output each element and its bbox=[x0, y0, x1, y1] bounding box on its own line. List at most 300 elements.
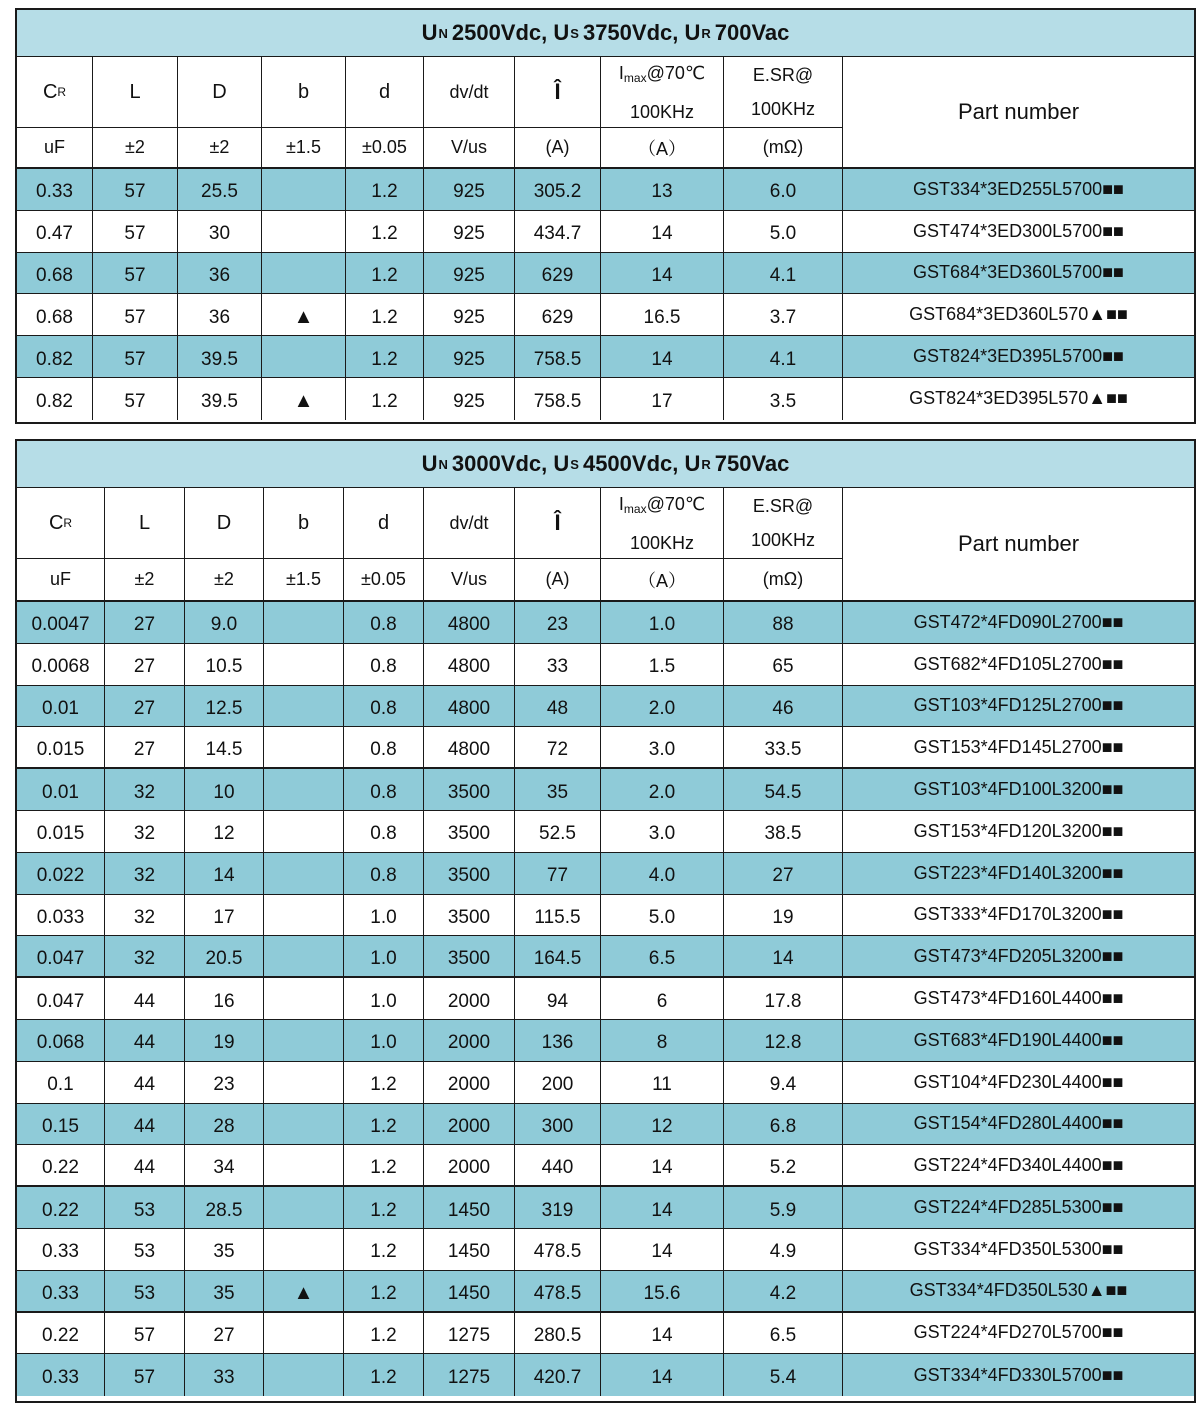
header-label: C R bbox=[17, 57, 92, 128]
cell-lead-diameter: 1.2 bbox=[346, 169, 424, 210]
header-label: D bbox=[178, 57, 261, 128]
cell-lead-diameter: 1.2 bbox=[346, 378, 424, 420]
cell-part-number: GST682*4FD105L2700■■ bbox=[913, 653, 1124, 674]
cell-part-number: GST224*4FD270L5700■■ bbox=[913, 1322, 1124, 1343]
header-unit: ±1.5 bbox=[286, 569, 321, 589]
cell-pitch bbox=[264, 1145, 344, 1185]
cell-capacitance: 0.33 bbox=[17, 169, 93, 210]
cell-esr: 6.0 bbox=[724, 169, 843, 210]
header-label: L bbox=[93, 57, 177, 128]
cell-esr: 12.8 bbox=[724, 1020, 843, 1061]
cell-esr: 65 bbox=[724, 644, 843, 685]
header-unit: V/us bbox=[450, 569, 488, 589]
cell-dv-dt: 4800 bbox=[424, 602, 515, 643]
table-row bbox=[17, 1187, 1194, 1229]
header-label: dv/dt bbox=[424, 488, 514, 559]
cell-max-current: 13 bbox=[601, 169, 724, 210]
cell-capacitance: 0.82 bbox=[17, 378, 93, 420]
cell-max-current: 15.6 bbox=[601, 1271, 724, 1311]
cell-pitch bbox=[262, 211, 346, 252]
header-col-part-number bbox=[843, 488, 1194, 600]
cell-length: 57 bbox=[93, 253, 178, 294]
cell-max-current: 14 bbox=[601, 1229, 724, 1270]
header-unit: (mΩ) bbox=[762, 137, 804, 157]
cell-capacitance: 0.015 bbox=[17, 811, 105, 852]
cell-part-number: GST334*3ED255L5700■■ bbox=[913, 178, 1124, 199]
cell-peak-current: 23 bbox=[515, 602, 601, 643]
cell-dv-dt: 1275 bbox=[424, 1313, 515, 1354]
cell-dv-dt: 4800 bbox=[424, 727, 515, 767]
header-col-max-current bbox=[601, 57, 724, 167]
header-unit: uF bbox=[43, 137, 65, 157]
header-max-current: $I_{max}@70℃$ 100KHz bbox=[601, 488, 723, 559]
cell-lead-diameter: 1.2 bbox=[346, 294, 424, 335]
cell-length: 44 bbox=[105, 1145, 185, 1185]
cell-max-current: 14 bbox=[601, 336, 724, 377]
table-row bbox=[17, 978, 1194, 1020]
cell-max-current: 2.0 bbox=[601, 769, 724, 810]
cell-esr: 9.4 bbox=[724, 1062, 843, 1103]
cell-dv-dt: 3500 bbox=[424, 853, 515, 894]
cell-capacitance: 0.01 bbox=[17, 686, 105, 727]
table-row bbox=[17, 294, 1194, 336]
cell-part-number: GST473*4FD160L4400■■ bbox=[913, 988, 1124, 1009]
cell-length: 57 bbox=[105, 1354, 185, 1396]
cell-dv-dt: 2000 bbox=[424, 1145, 515, 1185]
cell-length: 57 bbox=[93, 169, 178, 210]
cell-peak-current: 300 bbox=[515, 1104, 601, 1145]
cell-esr: 88 bbox=[724, 602, 843, 643]
header-part-number: Part number bbox=[957, 531, 1080, 556]
cell-peak-current: 758.5 bbox=[515, 336, 601, 377]
header-col-esr bbox=[724, 57, 843, 167]
cell-pitch bbox=[264, 978, 344, 1019]
header-col-lead-diameter bbox=[346, 57, 424, 167]
cell-diameter: 28 bbox=[185, 1104, 264, 1145]
cell-diameter: 25.5 bbox=[178, 169, 262, 210]
cell-esr: 6.5 bbox=[724, 1313, 843, 1354]
cell-capacitance: 0.0047 bbox=[17, 602, 105, 643]
header-col-dv-dt bbox=[424, 488, 515, 600]
cell-dv-dt: 925 bbox=[424, 169, 515, 210]
table-row bbox=[17, 1271, 1194, 1313]
cell-length: 57 bbox=[93, 336, 178, 377]
cell-capacitance: 0.01 bbox=[17, 769, 105, 810]
table-row bbox=[17, 644, 1194, 686]
cell-lead-diameter: 0.8 bbox=[344, 686, 424, 727]
header-unit: (A) bbox=[545, 137, 570, 157]
cell-dv-dt: 1450 bbox=[424, 1229, 515, 1270]
cell-max-current: 11 bbox=[601, 1062, 724, 1103]
cell-length: 32 bbox=[105, 769, 185, 810]
cell-max-current: 8 bbox=[601, 1020, 724, 1061]
cell-capacitance: 0.047 bbox=[17, 978, 105, 1019]
table-row bbox=[17, 1062, 1194, 1104]
cell-length: 32 bbox=[105, 936, 185, 976]
header-col-diameter bbox=[185, 488, 264, 600]
cell-part-number: GST334*4FD330L5700■■ bbox=[913, 1364, 1124, 1385]
cell-diameter: 27 bbox=[185, 1313, 264, 1354]
cell-lead-diameter: 0.8 bbox=[344, 644, 424, 685]
cell-dv-dt: 2000 bbox=[424, 1104, 515, 1145]
cell-max-current: 6.5 bbox=[601, 936, 724, 976]
cell-dv-dt: 3500 bbox=[424, 811, 515, 852]
cell-capacitance: 0.82 bbox=[17, 336, 93, 377]
cell-max-current: 16.5 bbox=[601, 294, 724, 335]
cell-diameter: 16 bbox=[185, 978, 264, 1019]
cell-part-number: GST333*4FD170L3200■■ bbox=[913, 904, 1124, 925]
cell-length: 27 bbox=[105, 602, 185, 643]
header-esr: E.SR@ 100KHz bbox=[724, 488, 842, 559]
cell-pitch bbox=[262, 169, 346, 210]
cell-pitch bbox=[264, 602, 344, 643]
cell-capacitance: 0.68 bbox=[17, 294, 93, 335]
table-row bbox=[17, 1313, 1194, 1355]
cell-esr: 4.1 bbox=[724, 336, 843, 377]
cell-part-number: GST103*4FD100L3200■■ bbox=[913, 779, 1124, 800]
cell-pitch bbox=[264, 853, 344, 894]
table-row bbox=[17, 378, 1194, 420]
header-unit: ±0.05 bbox=[362, 137, 407, 157]
cell-peak-current: 200 bbox=[515, 1062, 601, 1103]
cell-part-number: GST154*4FD280L4400■■ bbox=[913, 1113, 1124, 1134]
cell-part-number: GST104*4FD230L4400■■ bbox=[913, 1071, 1124, 1092]
cell-capacitance: 0.1 bbox=[17, 1062, 105, 1103]
table-row bbox=[17, 211, 1194, 253]
header-unit: ±1.5 bbox=[286, 137, 321, 157]
table-row bbox=[17, 253, 1194, 295]
table-row bbox=[17, 727, 1194, 769]
cell-part-number: GST473*4FD205L3200■■ bbox=[913, 945, 1124, 966]
cell-diameter: 14.5 bbox=[185, 727, 264, 767]
cell-max-current: 6 bbox=[601, 978, 724, 1019]
cell-dv-dt: 925 bbox=[424, 378, 515, 420]
cell-esr: 5.4 bbox=[724, 1354, 843, 1396]
header-label: D bbox=[185, 488, 263, 559]
header-part-number: Part number bbox=[957, 99, 1080, 124]
cell-dv-dt: 3500 bbox=[424, 895, 515, 936]
cell-pitch bbox=[264, 936, 344, 976]
cell-max-current: 3.0 bbox=[601, 727, 724, 767]
cell-dv-dt: 4800 bbox=[424, 686, 515, 727]
cell-esr: 3.5 bbox=[724, 378, 843, 420]
header-col-diameter bbox=[178, 57, 262, 167]
cell-pitch bbox=[264, 644, 344, 685]
cell-peak-current: 48 bbox=[515, 686, 601, 727]
capacitor-table-3000vdc bbox=[15, 439, 1196, 1403]
cell-esr: 4.1 bbox=[724, 253, 843, 294]
cell-max-current: 2.0 bbox=[601, 686, 724, 727]
header-col-max-current bbox=[601, 488, 724, 600]
cell-esr: 5.9 bbox=[724, 1187, 843, 1228]
cell-esr: 27 bbox=[724, 853, 843, 894]
cell-part-number: GST334*4FD350L530▲■■ bbox=[909, 1280, 1128, 1301]
cell-pitch bbox=[264, 1229, 344, 1270]
cell-pitch bbox=[264, 1313, 344, 1354]
cell-part-number: GST103*4FD125L2700■■ bbox=[913, 695, 1124, 716]
cell-part-number: GST474*3ED300L5700■■ bbox=[913, 220, 1124, 241]
table-row bbox=[17, 1354, 1194, 1396]
cell-esr: 4.2 bbox=[724, 1271, 843, 1311]
cell-pitch: ▲ bbox=[262, 294, 346, 335]
cell-length: 32 bbox=[105, 895, 185, 936]
cell-length: 44 bbox=[105, 1020, 185, 1061]
cell-capacitance: 0.33 bbox=[17, 1354, 105, 1396]
table-row bbox=[17, 769, 1194, 811]
cell-diameter: 10 bbox=[185, 769, 264, 810]
cell-length: 57 bbox=[105, 1313, 185, 1354]
cell-part-number: GST224*4FD285L5300■■ bbox=[913, 1197, 1124, 1218]
header-unit: ±2 bbox=[134, 569, 155, 589]
cell-lead-diameter: 1.0 bbox=[344, 1020, 424, 1061]
cell-dv-dt: 925 bbox=[424, 211, 515, 252]
cell-dv-dt: 3500 bbox=[424, 769, 515, 810]
header-unit: ±2 bbox=[214, 569, 234, 589]
header-label: L bbox=[105, 488, 184, 559]
cell-length: 57 bbox=[93, 211, 178, 252]
cell-esr: 3.7 bbox=[724, 294, 843, 335]
cell-diameter: 35 bbox=[185, 1271, 264, 1311]
cell-lead-diameter: 1.2 bbox=[344, 1187, 424, 1228]
table-row bbox=[17, 1145, 1194, 1187]
header-col-capacitance bbox=[17, 488, 105, 600]
cell-dv-dt: 925 bbox=[424, 253, 515, 294]
cell-peak-current: 164.5 bbox=[515, 936, 601, 976]
cell-lead-diameter: 1.0 bbox=[344, 895, 424, 936]
cell-length: 32 bbox=[105, 811, 185, 852]
header-unit: ±0.05 bbox=[361, 569, 406, 589]
cell-esr: 38.5 bbox=[724, 811, 843, 852]
cell-capacitance: 0.22 bbox=[17, 1145, 105, 1185]
cell-esr: 5.2 bbox=[724, 1145, 843, 1185]
cell-lead-diameter: 1.2 bbox=[346, 253, 424, 294]
cell-part-number: GST683*4FD190L4400■■ bbox=[913, 1029, 1124, 1050]
cell-lead-diameter: 0.8 bbox=[344, 769, 424, 810]
cell-lead-diameter: 1.2 bbox=[344, 1104, 424, 1145]
cell-pitch bbox=[264, 686, 344, 727]
cell-pitch bbox=[264, 1354, 344, 1396]
table-row bbox=[17, 169, 1194, 211]
header-unit: (A) bbox=[545, 569, 570, 589]
cell-esr: 54.5 bbox=[724, 769, 843, 810]
cell-pitch: ▲ bbox=[264, 1271, 344, 1311]
cell-diameter: 36 bbox=[178, 253, 262, 294]
header-col-peak-current bbox=[515, 488, 601, 600]
header-col-length bbox=[105, 488, 185, 600]
cell-dv-dt: 2000 bbox=[424, 1020, 515, 1061]
cell-pitch: ▲ bbox=[262, 378, 346, 420]
header-label: Î bbox=[515, 488, 600, 559]
cell-dv-dt: 3500 bbox=[424, 936, 515, 976]
voltage-rating-title: U N 2500Vdc, U S 3750Vdc, U R 700Vac bbox=[17, 10, 1194, 57]
cell-peak-current: 629 bbox=[515, 294, 601, 335]
cell-length: 57 bbox=[93, 378, 178, 420]
cell-diameter: 34 bbox=[185, 1145, 264, 1185]
header-unit: ±2 bbox=[209, 137, 230, 157]
cell-diameter: 35 bbox=[185, 1229, 264, 1270]
cell-dv-dt: 2000 bbox=[424, 978, 515, 1019]
cell-lead-diameter: 1.2 bbox=[344, 1271, 424, 1311]
cell-length: 44 bbox=[105, 1062, 185, 1103]
cell-lead-diameter: 0.8 bbox=[344, 727, 424, 767]
cell-peak-current: 420.7 bbox=[515, 1354, 601, 1396]
cell-lead-diameter: 1.2 bbox=[346, 336, 424, 377]
cell-max-current: 14 bbox=[601, 1354, 724, 1396]
cell-pitch bbox=[264, 811, 344, 852]
cell-lead-diameter: 1.0 bbox=[344, 978, 424, 1019]
header-col-pitch bbox=[262, 57, 346, 167]
cell-peak-current: 94 bbox=[515, 978, 601, 1019]
table-row bbox=[17, 1020, 1194, 1062]
cell-max-current: 1.0 bbox=[601, 602, 724, 643]
cell-length: 32 bbox=[105, 853, 185, 894]
header-max-current: $I_{max}@70℃$ 100KHz bbox=[601, 57, 723, 128]
header-esr: E.SR@ 100KHz bbox=[724, 57, 842, 128]
table-row bbox=[17, 1229, 1194, 1271]
header-col-esr bbox=[724, 488, 843, 600]
cell-diameter: 14 bbox=[185, 853, 264, 894]
header-label: C R bbox=[17, 488, 104, 559]
cell-pitch bbox=[264, 1104, 344, 1145]
cell-max-current: 14 bbox=[601, 1145, 724, 1185]
cell-pitch bbox=[264, 1062, 344, 1103]
cell-pitch bbox=[264, 895, 344, 936]
cell-max-current: 4.0 bbox=[601, 853, 724, 894]
cell-diameter: 30 bbox=[178, 211, 262, 252]
cell-diameter: 36 bbox=[178, 294, 262, 335]
header-unit: (mΩ) bbox=[762, 569, 804, 589]
cell-part-number: GST824*3ED395L570▲■■ bbox=[909, 388, 1128, 409]
cell-part-number: GST824*3ED395L5700■■ bbox=[913, 346, 1124, 367]
cell-capacitance: 0.015 bbox=[17, 727, 105, 767]
cell-capacitance: 0.022 bbox=[17, 853, 105, 894]
cell-peak-current: 758.5 bbox=[515, 378, 601, 420]
cell-pitch bbox=[264, 727, 344, 767]
cell-lead-diameter: 0.8 bbox=[344, 602, 424, 643]
cell-diameter: 12.5 bbox=[185, 686, 264, 727]
cell-diameter: 12 bbox=[185, 811, 264, 852]
header-col-length bbox=[93, 57, 178, 167]
cell-dv-dt: 1450 bbox=[424, 1271, 515, 1311]
header-label: d bbox=[346, 57, 423, 128]
table-row bbox=[17, 686, 1194, 728]
cell-peak-current: 280.5 bbox=[515, 1313, 601, 1354]
cell-lead-diameter: 1.2 bbox=[344, 1229, 424, 1270]
cell-part-number: GST224*4FD340L4400■■ bbox=[913, 1154, 1124, 1175]
cell-diameter: 28.5 bbox=[185, 1187, 264, 1228]
cell-pitch bbox=[264, 1020, 344, 1061]
cell-peak-current: 136 bbox=[515, 1020, 601, 1061]
cell-peak-current: 478.5 bbox=[515, 1271, 601, 1311]
cell-peak-current: 440 bbox=[515, 1145, 601, 1185]
cell-diameter: 39.5 bbox=[178, 336, 262, 377]
cell-capacitance: 0.22 bbox=[17, 1187, 105, 1228]
cell-length: 27 bbox=[105, 727, 185, 767]
cell-peak-current: 33 bbox=[515, 644, 601, 685]
cell-dv-dt: 1275 bbox=[424, 1354, 515, 1396]
cell-diameter: 10.5 bbox=[185, 644, 264, 685]
cell-esr: 4.9 bbox=[724, 1229, 843, 1270]
header-label: Î bbox=[515, 57, 600, 128]
cell-capacitance: 0.33 bbox=[17, 1271, 105, 1311]
cell-dv-dt: 4800 bbox=[424, 644, 515, 685]
capacitor-table-2500vdc bbox=[15, 8, 1196, 424]
table-row bbox=[17, 602, 1194, 644]
cell-capacitance: 0.033 bbox=[17, 895, 105, 936]
cell-length: 53 bbox=[105, 1271, 185, 1311]
voltage-rating-title: U N 3000Vdc, U S 4500Vdc, U R 750Vac bbox=[17, 441, 1194, 488]
cell-capacitance: 0.33 bbox=[17, 1229, 105, 1270]
header-col-pitch bbox=[264, 488, 344, 600]
cell-lead-diameter: 1.2 bbox=[344, 1062, 424, 1103]
cell-part-number: GST153*4FD120L3200■■ bbox=[913, 820, 1124, 841]
cell-diameter: 19 bbox=[185, 1020, 264, 1061]
table-row bbox=[17, 336, 1194, 378]
cell-capacitance: 0.0068 bbox=[17, 644, 105, 685]
cell-max-current: 17 bbox=[601, 378, 724, 420]
table-row bbox=[17, 895, 1194, 937]
cell-max-current: 14 bbox=[601, 1313, 724, 1354]
header-unit: （A） bbox=[637, 570, 686, 591]
header-unit: ±2 bbox=[125, 137, 145, 157]
header-unit: uF bbox=[49, 569, 71, 589]
cell-dv-dt: 925 bbox=[424, 336, 515, 377]
cell-length: 53 bbox=[105, 1229, 185, 1270]
cell-diameter: 9.0 bbox=[185, 602, 264, 643]
cell-esr: 6.8 bbox=[724, 1104, 843, 1145]
cell-lead-diameter: 0.8 bbox=[344, 853, 424, 894]
cell-pitch bbox=[264, 1187, 344, 1228]
cell-peak-current: 77 bbox=[515, 853, 601, 894]
table-header bbox=[17, 57, 1194, 169]
cell-diameter: 33 bbox=[185, 1354, 264, 1396]
cell-max-current: 12 bbox=[601, 1104, 724, 1145]
cell-max-current: 14 bbox=[601, 1187, 724, 1228]
cell-length: 53 bbox=[105, 1187, 185, 1228]
table-row bbox=[17, 1104, 1194, 1146]
cell-length: 44 bbox=[105, 1104, 185, 1145]
cell-peak-current: 319 bbox=[515, 1187, 601, 1228]
header-label: dv/dt bbox=[424, 57, 514, 128]
cell-max-current: 5.0 bbox=[601, 895, 724, 936]
cell-peak-current: 35 bbox=[515, 769, 601, 810]
cell-part-number: GST334*4FD350L5300■■ bbox=[913, 1238, 1124, 1259]
cell-part-number: GST684*3ED360L5700■■ bbox=[913, 262, 1124, 283]
header-label: b bbox=[264, 488, 343, 559]
cell-capacitance: 0.15 bbox=[17, 1104, 105, 1145]
cell-capacitance: 0.47 bbox=[17, 211, 93, 252]
table-header bbox=[17, 488, 1194, 602]
cell-capacitance: 0.047 bbox=[17, 936, 105, 976]
header-unit: （A） bbox=[637, 138, 686, 159]
cell-peak-current: 434.7 bbox=[515, 211, 601, 252]
cell-max-current: 1.5 bbox=[601, 644, 724, 685]
cell-diameter: 23 bbox=[185, 1062, 264, 1103]
cell-esr: 17.8 bbox=[724, 978, 843, 1019]
cell-diameter: 20.5 bbox=[185, 936, 264, 976]
cell-peak-current: 115.5 bbox=[515, 895, 601, 936]
cell-pitch bbox=[262, 253, 346, 294]
header-unit: V/us bbox=[450, 137, 488, 157]
cell-peak-current: 72 bbox=[515, 727, 601, 767]
header-label: b bbox=[262, 57, 345, 128]
cell-part-number: GST153*4FD145L2700■■ bbox=[913, 736, 1124, 757]
table-row bbox=[17, 811, 1194, 853]
cell-pitch bbox=[262, 336, 346, 377]
cell-length: 27 bbox=[105, 644, 185, 685]
header-label: d bbox=[344, 488, 423, 559]
header-col-part-number bbox=[843, 57, 1194, 167]
